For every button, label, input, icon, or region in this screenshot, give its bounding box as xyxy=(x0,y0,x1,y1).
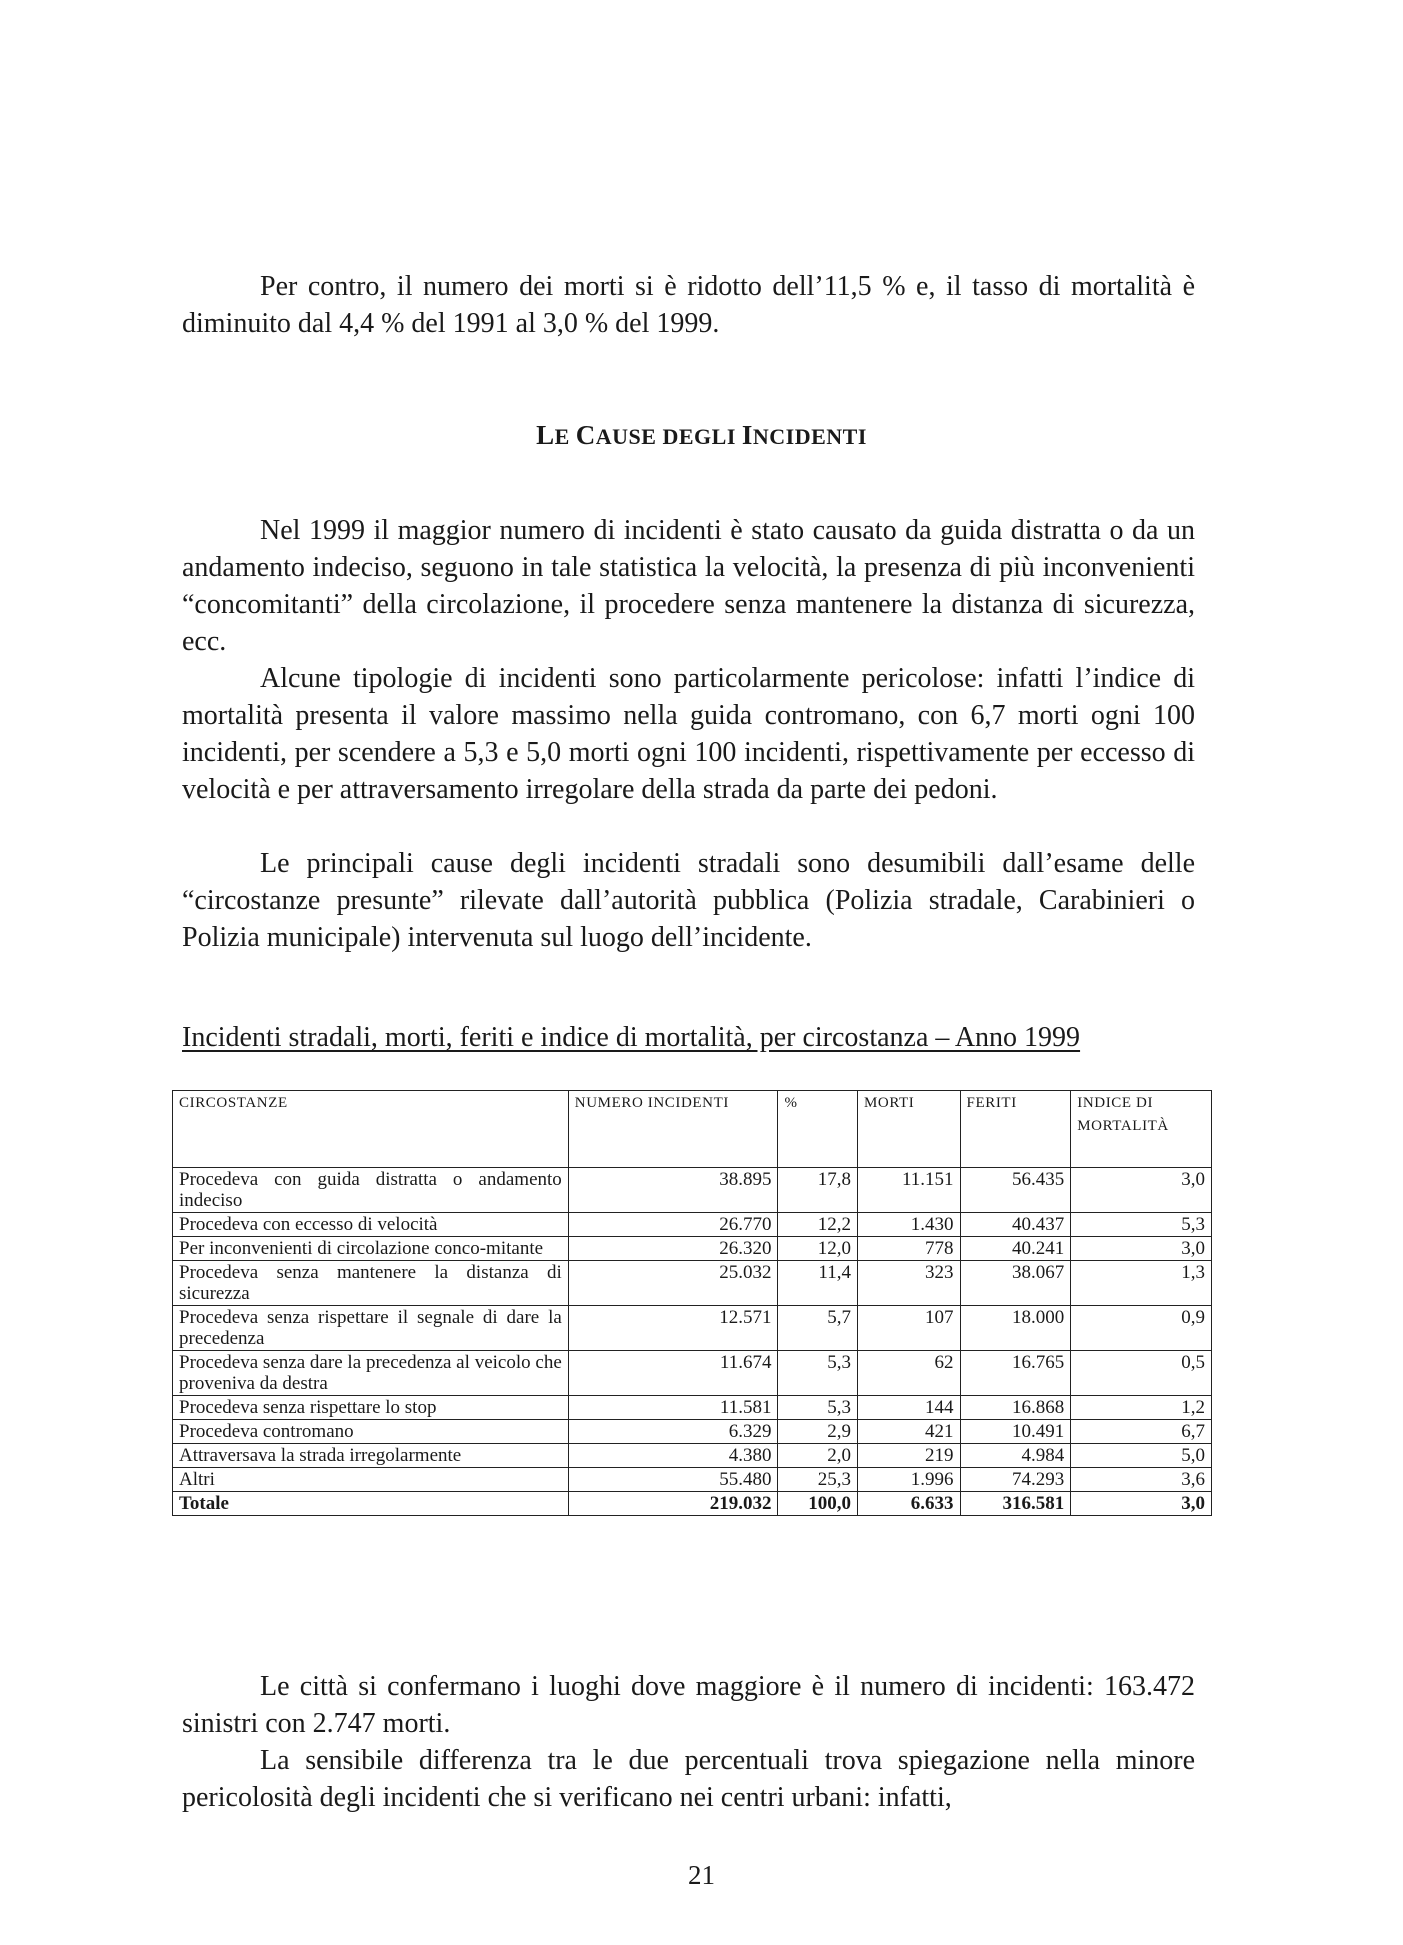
cell-morti: 219 xyxy=(857,1444,960,1468)
heading-initial: C xyxy=(575,420,596,450)
cell-percent: 25,3 xyxy=(778,1468,857,1492)
section-heading: LE CAUSE DEGLI INCIDENTI xyxy=(536,420,867,450)
cell-indice: 6,7 xyxy=(1071,1420,1212,1444)
cell-incidenti: 11.581 xyxy=(568,1396,778,1420)
body-paragraph-3: Le principali cause degli incidenti stradali sono desumibili dall’esame delle “circostanze presunte” rilevate dall’autorità pubblica (Polizia stradale, Carabinieri o Polizia municipale) intervenuta sul luogo dell’incidente. xyxy=(182,848,1195,953)
heading-initial: I xyxy=(741,420,753,450)
cell-incidenti: 25.032 xyxy=(568,1261,778,1306)
cell-indice: 1,2 xyxy=(1071,1396,1212,1420)
cell-indice: 0,5 xyxy=(1071,1351,1212,1396)
table-title: Incidenti stradali, morti, feriti e indice di mortalità, per circostanza – Anno 1999 xyxy=(182,1022,1081,1053)
statistics-table xyxy=(172,1090,1212,1516)
table-row xyxy=(173,1351,1212,1396)
cell-percent: 17,8 xyxy=(778,1168,857,1213)
table-row xyxy=(173,1396,1212,1420)
table-row xyxy=(173,1444,1212,1468)
table-row xyxy=(173,1237,1212,1261)
cell-morti: 62 xyxy=(857,1351,960,1396)
body-paragraph-2: Alcune tipologie di incidenti sono particolarmente pericolose: infatti l’indice di mortalità presenta il valore massimo nella guida contromano, con 6,7 morti ogni 100 incidenti, per scendere a 5,3 e 5,0 morti ogni 100 incidenti, rispettivamente per eccesso di velocità e per attraversamento irregolare della strada da parte dei pedoni. xyxy=(182,663,1195,805)
cell-circostanza: Altri xyxy=(173,1468,569,1492)
cell-incidenti: 11.674 xyxy=(568,1351,778,1396)
cell-circostanza: Per inconvenienti di circolazione conco-mitante xyxy=(173,1237,569,1261)
cell-indice: 3,6 xyxy=(1071,1468,1212,1492)
cell-feriti: 16.868 xyxy=(960,1396,1071,1420)
cell-morti: 11.151 xyxy=(857,1168,960,1213)
cell-totale-percent: 100,0 xyxy=(778,1492,857,1516)
cell-morti: 421 xyxy=(857,1420,960,1444)
header-feriti: FERITI xyxy=(960,1091,1071,1168)
cell-indice: 1,3 xyxy=(1071,1261,1212,1306)
cell-percent: 2,9 xyxy=(778,1420,857,1444)
table-row xyxy=(173,1168,1212,1213)
table-row xyxy=(173,1306,1212,1351)
cell-morti: 323 xyxy=(857,1261,960,1306)
header-numero-incidenti: NUMERO INCIDENTI xyxy=(568,1091,778,1168)
cell-incidenti: 26.770 xyxy=(568,1213,778,1237)
cell-percent: 11,4 xyxy=(778,1261,857,1306)
cell-indice: 3,0 xyxy=(1071,1237,1212,1261)
cell-percent: 5,3 xyxy=(778,1351,857,1396)
intro-paragraph: Per contro, il numero dei morti si è ridotto dell’11,5 % e, il tasso di mortalità è diminuito dal 4,4 % del 1991 al 3,0 % del 1999. xyxy=(182,271,1195,339)
table-row xyxy=(173,1261,1212,1306)
cell-percent: 12,2 xyxy=(778,1213,857,1237)
cell-circostanza: Procedeva senza rispettare il segnale di dare la precedenza xyxy=(173,1306,569,1351)
closing-paragraph-1: Le città si confermano i luoghi dove maggiore è il numero di incidenti: 163.472 sinistri con 2.747 morti. xyxy=(182,1671,1195,1739)
cell-feriti: 40.437 xyxy=(960,1213,1071,1237)
cell-circostanza: Procedeva con guida distratta o andamento indeciso xyxy=(173,1168,569,1213)
cell-circostanza: Procedeva senza rispettare lo stop xyxy=(173,1396,569,1420)
header-percent: % xyxy=(778,1091,857,1168)
cell-feriti: 38.067 xyxy=(960,1261,1071,1306)
cell-morti: 1.996 xyxy=(857,1468,960,1492)
cell-feriti: 56.435 xyxy=(960,1168,1071,1213)
cell-percent: 5,3 xyxy=(778,1396,857,1420)
cell-circostanza: Procedeva contromano xyxy=(173,1420,569,1444)
table-row xyxy=(173,1213,1212,1237)
table-header-row xyxy=(173,1091,1212,1168)
cell-percent: 5,7 xyxy=(778,1306,857,1351)
cell-feriti: 74.293 xyxy=(960,1468,1071,1492)
cell-morti: 107 xyxy=(857,1306,960,1351)
header-circostanze: CIRCOSTANZE xyxy=(173,1091,569,1168)
heading-initial: L xyxy=(536,420,555,450)
cell-indice: 5,3 xyxy=(1071,1213,1212,1237)
cell-feriti: 10.491 xyxy=(960,1420,1071,1444)
cell-indice: 3,0 xyxy=(1071,1168,1212,1213)
cell-morti: 778 xyxy=(857,1237,960,1261)
cell-feriti: 40.241 xyxy=(960,1237,1071,1261)
cell-feriti: 4.984 xyxy=(960,1444,1071,1468)
table-row xyxy=(173,1468,1212,1492)
cell-incidenti: 6.329 xyxy=(568,1420,778,1444)
page-number: 21 xyxy=(688,1860,715,1890)
cell-incidenti: 12.571 xyxy=(568,1306,778,1351)
cell-circostanza: Procedeva senza mantenere la distanza di sicurezza xyxy=(173,1261,569,1306)
cell-totale-feriti: 316.581 xyxy=(960,1492,1071,1516)
cell-incidenti: 38.895 xyxy=(568,1168,778,1213)
cell-totale-incidenti: 219.032 xyxy=(568,1492,778,1516)
cell-totale-label: Totale xyxy=(173,1492,569,1516)
cell-morti: 1.430 xyxy=(857,1213,960,1237)
cell-circostanza: Attraversava la strada irregolarmente xyxy=(173,1444,569,1468)
cell-percent: 12,0 xyxy=(778,1237,857,1261)
cell-circostanza: Procedeva con eccesso di velocità xyxy=(173,1213,569,1237)
table-row xyxy=(173,1420,1212,1444)
cell-totale-morti: 6.633 xyxy=(857,1492,960,1516)
cell-feriti: 18.000 xyxy=(960,1306,1071,1351)
cell-indice: 0,9 xyxy=(1071,1306,1212,1351)
cell-totale-indice: 3,0 xyxy=(1071,1492,1212,1516)
cell-incidenti: 55.480 xyxy=(568,1468,778,1492)
cell-percent: 2,0 xyxy=(778,1444,857,1468)
header-indice-mortalita: INDICE DI MORTALITÀ xyxy=(1071,1091,1212,1168)
cell-incidenti: 4.380 xyxy=(568,1444,778,1468)
cell-feriti: 16.765 xyxy=(960,1351,1071,1396)
cell-morti: 144 xyxy=(857,1396,960,1420)
header-morti: MORTI xyxy=(857,1091,960,1168)
table-total-row xyxy=(173,1492,1212,1516)
cell-indice: 5,0 xyxy=(1071,1444,1212,1468)
cell-circostanza: Procedeva senza dare la precedenza al veicolo che proveniva da destra xyxy=(173,1351,569,1396)
body-paragraph-1: Nel 1999 il maggior numero di incidenti è stato causato da guida distratta o da un andamento indeciso, seguono in tale statistica la velocità, la presenza di più inconvenienti “concomitanti” della circolazione, il procedere senza mantenere la distanza di sicurezza, ecc. xyxy=(182,515,1195,657)
closing-paragraph-2: La sensibile differenza tra le due percentuali trova spiegazione nella minore pericolosità degli incidenti che si verificano nei centri urbani: infatti, xyxy=(182,1745,1195,1813)
cell-incidenti: 26.320 xyxy=(568,1237,778,1261)
